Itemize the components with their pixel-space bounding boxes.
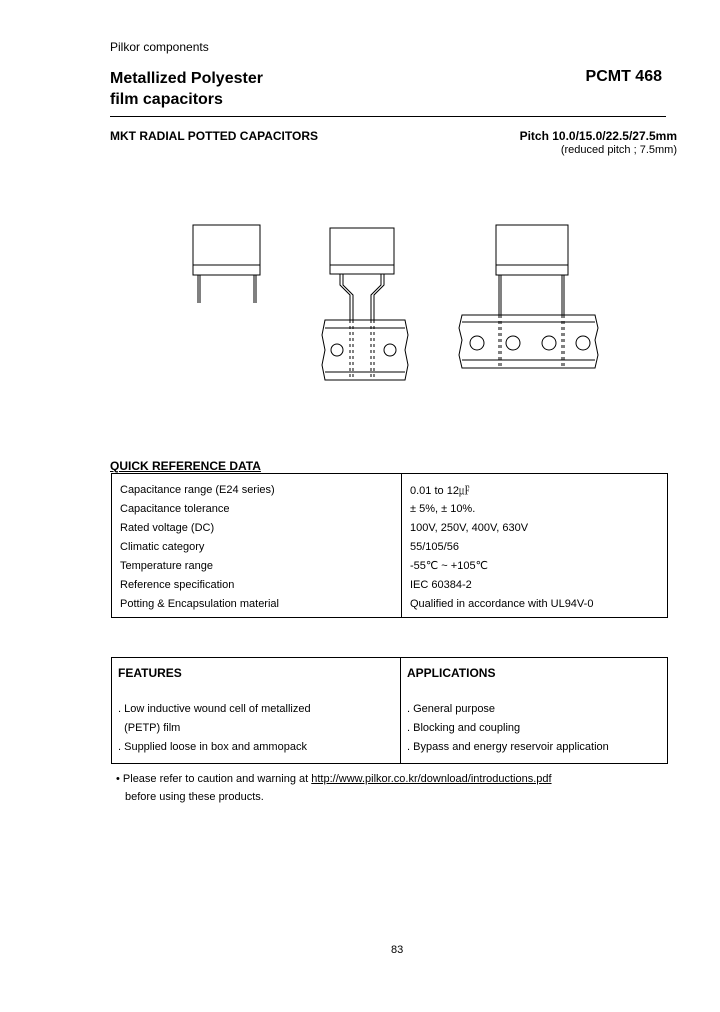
list-item: . Low inductive wound cell of metallized (118, 703, 311, 715)
table-row (112, 518, 668, 537)
applications-heading: APPLICATIONS (407, 666, 496, 680)
table-row (112, 556, 668, 575)
list-item: . Bypass and energy reservoir application (407, 741, 609, 753)
features-heading: FEATURES (118, 666, 182, 680)
spec-label: Rated voltage (DC) (112, 518, 402, 537)
spec-label: Temperature range (112, 556, 402, 575)
list-item: . General purpose (407, 703, 496, 715)
introductions-pdf-link[interactable]: http://www.pilkor.co.kr/download/introductions.pdf (311, 773, 552, 785)
table-row (112, 537, 668, 556)
title-line-2: film capacitors (110, 91, 223, 108)
list-item: (PETP) film (118, 722, 181, 734)
features-applications-table (111, 657, 668, 764)
spec-label: Capacitance range (E24 series) (112, 474, 402, 500)
list-item: . Supplied loose in box and ammopack (118, 741, 307, 753)
capacitor-taped-reduced-pitch-drawing (322, 228, 408, 380)
table-row (112, 575, 668, 594)
table-row (112, 594, 668, 618)
product-subtitle: MKT RADIAL POTTED CAPACITORS (110, 129, 319, 143)
quick-reference-heading: QUICK REFERENCE DATA (110, 459, 261, 473)
list-item: . Blocking and coupling (407, 722, 521, 734)
spec-value: 100V, 250V, 400V, 630V (410, 521, 529, 534)
notice-line-2: before using these products. (125, 791, 264, 803)
spec-value: ± 5%, ± 10%. (410, 502, 476, 515)
spec-value: 0.01 to 12㎌ (410, 484, 470, 497)
features-cell (112, 658, 401, 764)
header-divider (110, 116, 666, 117)
page-number: 83 (391, 944, 404, 956)
capacitor-figure (180, 220, 610, 390)
table-row (112, 499, 668, 518)
spec-label: Potting & Encapsulation material (112, 594, 402, 618)
spec-label: Capacitance tolerance (112, 499, 402, 518)
spec-value: Qualified in accordance with UL94V-0 (410, 597, 594, 610)
spec-value: -55℃ ~ +105℃ (410, 560, 488, 572)
notice-prefix: • Please refer to caution and warning at (116, 773, 312, 785)
part-number: PCMT 468 (585, 68, 662, 85)
pitch-note: (reduced pitch ; 7.5mm) (560, 144, 677, 156)
table-row (112, 474, 668, 500)
company-name: Pilkor components (110, 40, 209, 54)
spec-label: Reference specification (112, 575, 402, 594)
document-title (110, 68, 263, 110)
applications-cell (401, 658, 668, 764)
caution-notice (116, 770, 552, 806)
quick-reference-table (111, 473, 668, 618)
capacitor-loose-drawing (193, 225, 260, 303)
capacitor-taped-standard-pitch-drawing (459, 225, 598, 368)
spec-label: Climatic category (112, 537, 402, 556)
title-line-1: Metallized Polyester (110, 70, 263, 87)
pitch-spec: Pitch 10.0/15.0/22.5/27.5mm (519, 129, 677, 143)
spec-value: IEC 60384-2 (410, 578, 472, 591)
spec-value: 55/105/56 (410, 540, 459, 553)
